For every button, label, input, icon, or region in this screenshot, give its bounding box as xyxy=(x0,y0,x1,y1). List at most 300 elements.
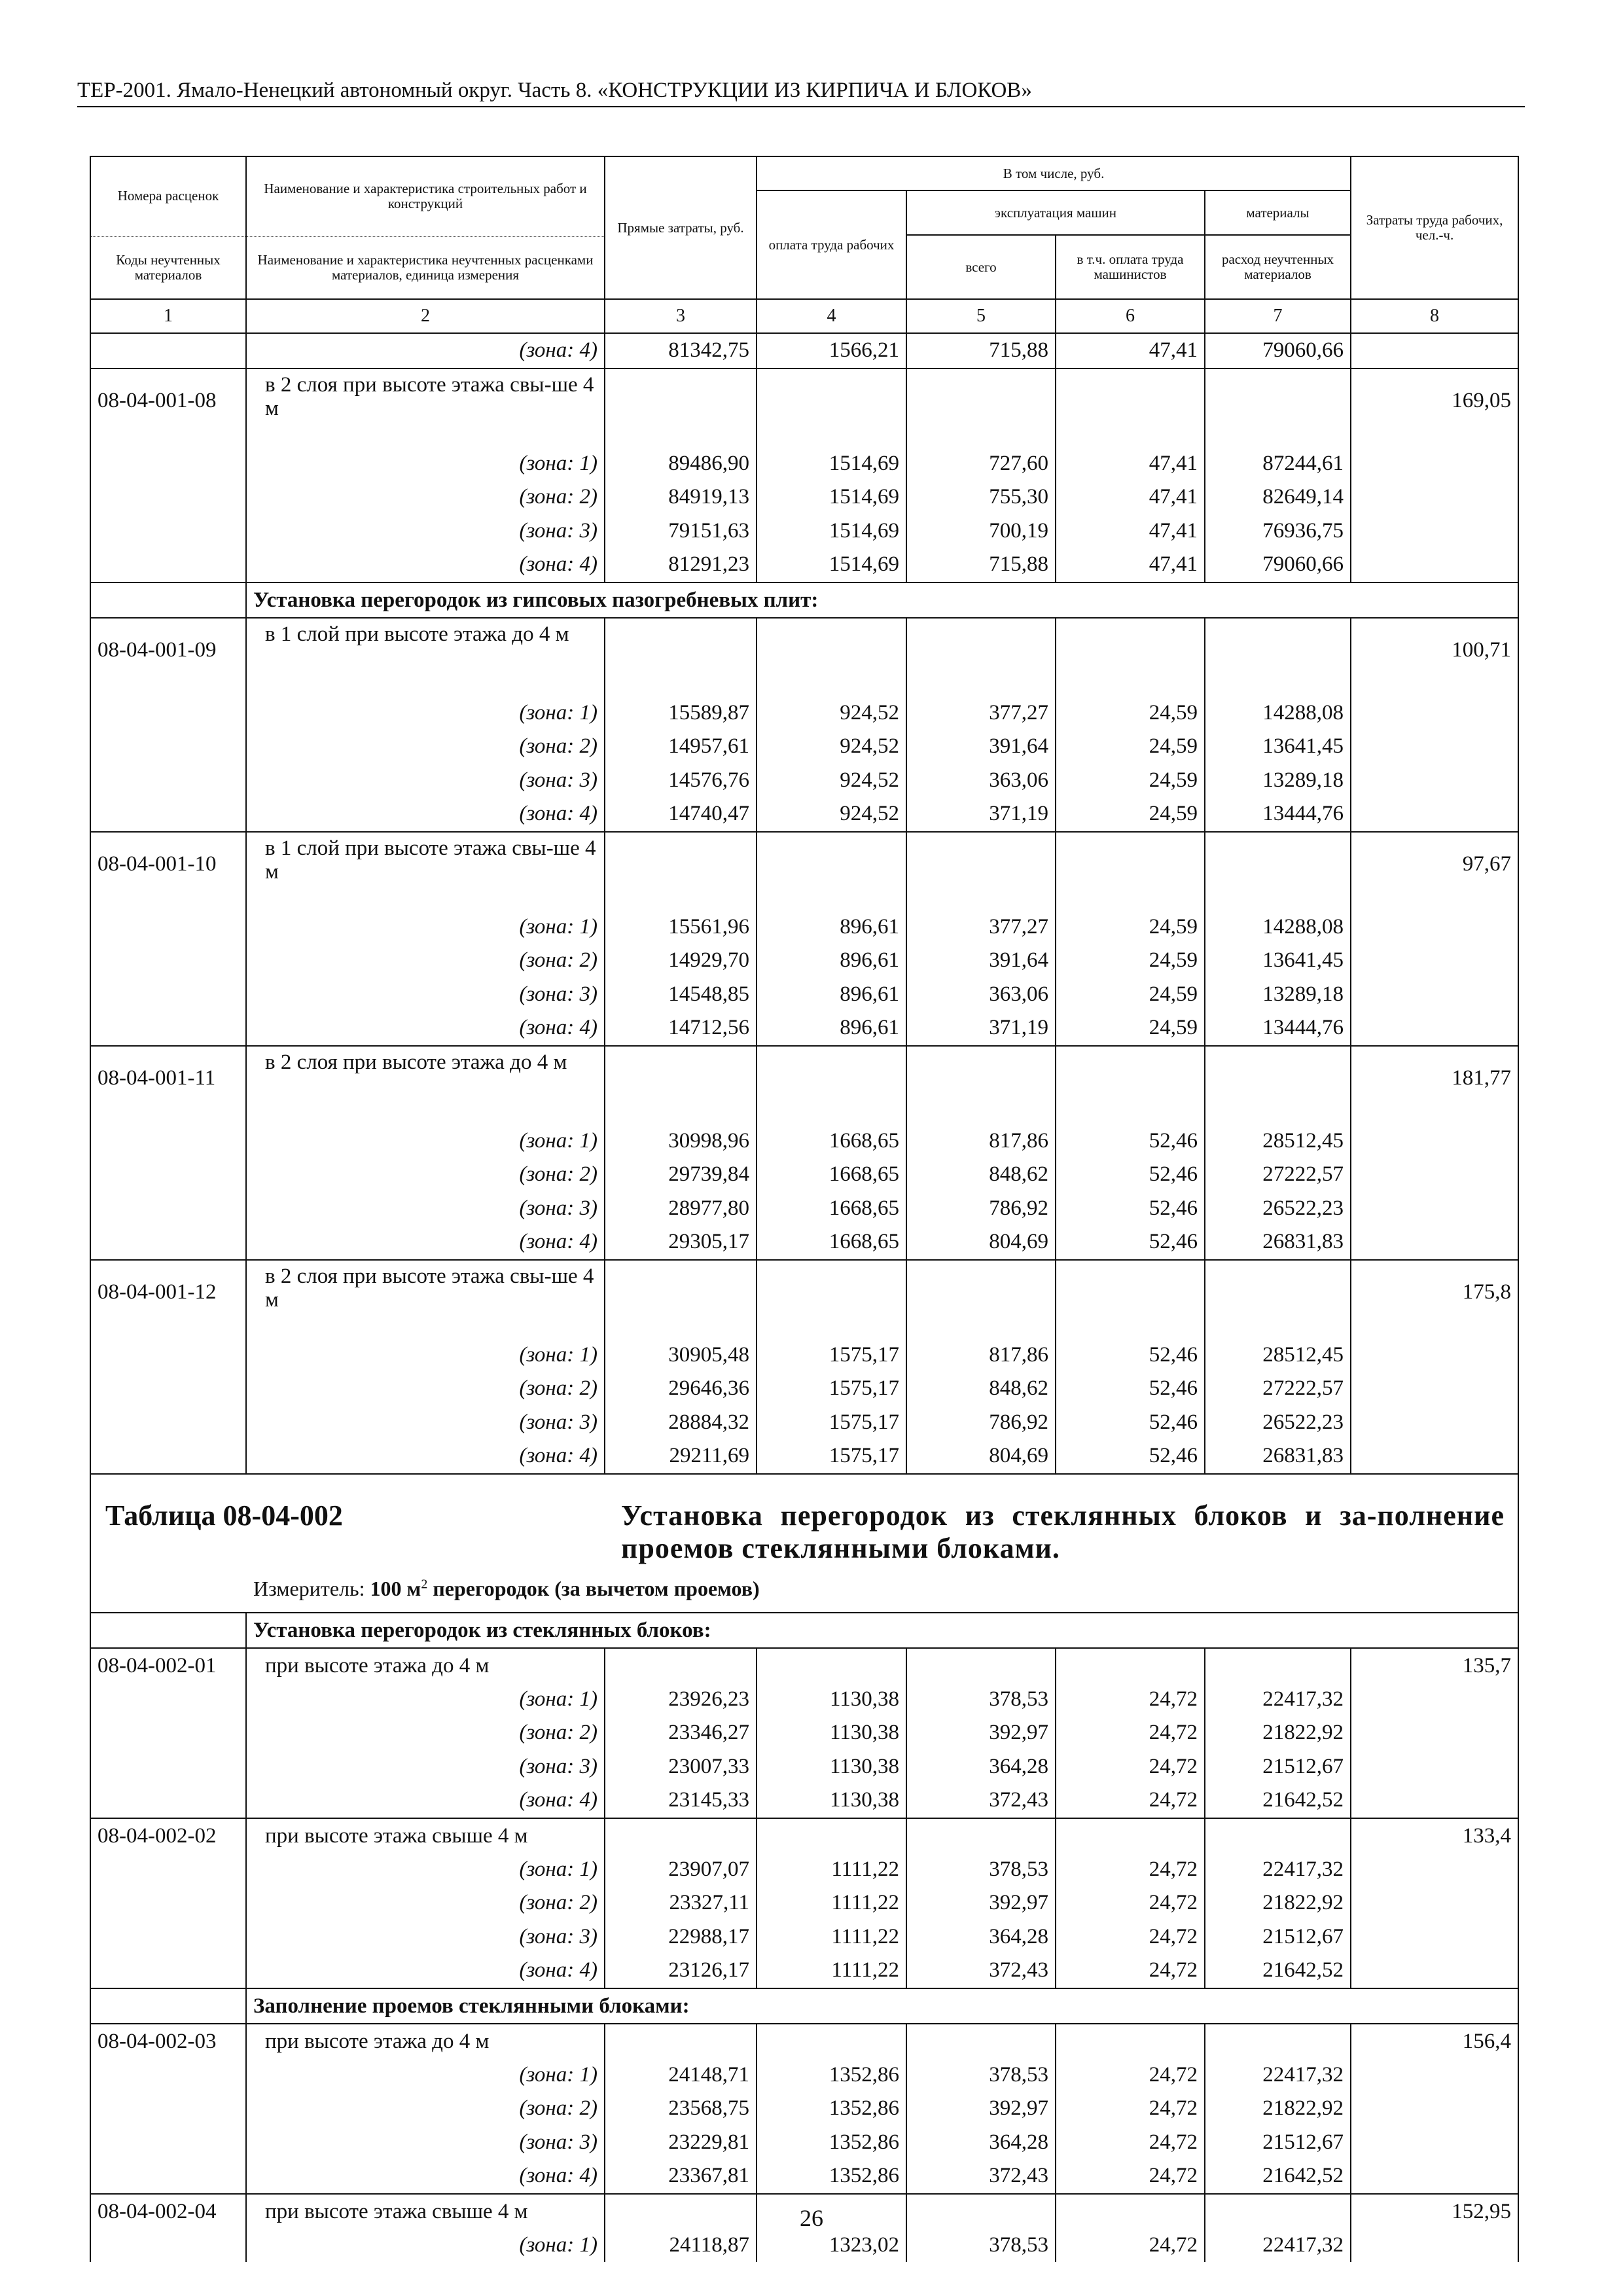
direct-cost: 29739,84 xyxy=(605,1158,757,1192)
direct-cost: 89486,90 xyxy=(605,447,757,481)
rate-row xyxy=(90,832,1518,910)
rate-code: 08-04-001-08 xyxy=(90,368,246,447)
materials: 26831,83 xyxy=(1205,1439,1351,1474)
direct-cost: 23145,33 xyxy=(605,1784,757,1818)
machinist-pay: 24,59 xyxy=(1056,696,1205,730)
machinist-pay: 52,46 xyxy=(1056,1406,1205,1440)
machinist-pay: 24,72 xyxy=(1056,2229,1205,2263)
direct-cost: 23926,23 xyxy=(605,1683,757,1717)
section-row xyxy=(90,1988,1518,2024)
rate-row xyxy=(90,368,1518,447)
machinist-pay: 24,59 xyxy=(1056,910,1205,944)
hdr-col2-top: Наименование и характеристика строительных работ и конструкций xyxy=(246,156,605,235)
machinist-pay: 52,46 xyxy=(1056,1372,1205,1406)
machinist-pay: 52,46 xyxy=(1056,1158,1205,1192)
direct-cost: 14929,70 xyxy=(605,944,757,978)
materials: 27222,57 xyxy=(1205,1158,1351,1192)
materials: 13641,45 xyxy=(1205,730,1351,764)
table-title-row xyxy=(90,1474,1518,1613)
hdr-group: В том числе, руб. xyxy=(757,156,1351,190)
rate-code: 08-04-001-11 xyxy=(90,1046,246,1124)
machines-total: 755,30 xyxy=(906,480,1056,514)
labor-pay: 1514,69 xyxy=(757,548,906,583)
materials: 22417,32 xyxy=(1205,2229,1351,2263)
zone-row xyxy=(90,1716,1518,1750)
page-number: 26 xyxy=(800,2205,823,2231)
zone-row xyxy=(90,480,1518,514)
materials: 13444,76 xyxy=(1205,1011,1351,1046)
labor-pay: 924,52 xyxy=(757,764,906,798)
machinist-pay: 47,41 xyxy=(1056,447,1205,481)
section-title: Установка перегородок из гипсовых пазогребневых плит: xyxy=(246,583,1351,618)
materials: 21822,92 xyxy=(1205,2092,1351,2126)
zone-label: (зона: 2) xyxy=(246,944,605,978)
zone-label: (зона: 4) xyxy=(246,548,605,583)
machines-total: 364,28 xyxy=(906,2126,1056,2160)
header-rule xyxy=(77,106,1525,107)
direct-cost: 81291,23 xyxy=(605,548,757,583)
machines-total: 378,53 xyxy=(906,1683,1056,1717)
zone-row xyxy=(90,447,1518,481)
zone-label: (зона: 4) xyxy=(246,1011,605,1046)
materials: 22417,32 xyxy=(1205,1683,1351,1717)
zone-label: (зона: 3) xyxy=(246,514,605,548)
zone-row xyxy=(90,696,1518,730)
labor-pay: 1111,22 xyxy=(757,1954,906,1988)
direct-cost: 84919,13 xyxy=(605,480,757,514)
zone-row xyxy=(90,1011,1518,1046)
zone-label: (зона: 1) xyxy=(246,1853,605,1887)
hdr-machines: эксплуатация машин xyxy=(906,190,1205,235)
rate-name: при высоте этажа свыше 4 м xyxy=(246,1818,605,1853)
zone-row xyxy=(90,1406,1518,1440)
zone-label: (зона: 2) xyxy=(246,2092,605,2126)
rate-code: 08-04-002-01 xyxy=(90,1648,246,1683)
machines-total: 377,27 xyxy=(906,696,1056,730)
zone-label: (зона: 3) xyxy=(246,978,605,1012)
hdr-col8: Затраты труда рабочих, чел.-ч. xyxy=(1351,156,1518,299)
col-num: 3 xyxy=(605,299,757,333)
materials: 21642,52 xyxy=(1205,2159,1351,2194)
direct-cost: 23346,27 xyxy=(605,1716,757,1750)
materials: 14288,08 xyxy=(1205,696,1351,730)
zone-row xyxy=(90,1158,1518,1192)
zone-row xyxy=(90,1954,1518,1988)
machines-total: 727,60 xyxy=(906,447,1056,481)
table-unit xyxy=(253,1575,760,1602)
machines-total: 372,43 xyxy=(906,1954,1056,1988)
rate-name: в 1 слой при высоте этажа до 4 м xyxy=(246,618,605,696)
machinist-pay: 24,72 xyxy=(1056,2058,1205,2092)
rate-code: 08-04-002-03 xyxy=(90,2024,246,2058)
machinist-pay: 24,72 xyxy=(1056,2126,1205,2160)
hdr-col1-bottom: Коды неучтенных материалов xyxy=(90,236,246,299)
machines-total: 700,19 xyxy=(906,514,1056,548)
zone-label: (зона: 4) xyxy=(246,1954,605,1988)
machinist-pay: 47,41 xyxy=(1056,480,1205,514)
labor-pay: 924,52 xyxy=(757,797,906,832)
materials: 21512,67 xyxy=(1205,1920,1351,1954)
rate-code: 08-04-001-10 xyxy=(90,832,246,910)
hdr-materials: материалы xyxy=(1205,190,1351,235)
machinist-pay: 52,46 xyxy=(1056,1124,1205,1158)
direct-cost: 79151,63 xyxy=(605,514,757,548)
machinist-pay: 24,59 xyxy=(1056,978,1205,1012)
zone-row xyxy=(90,1750,1518,1784)
rate-code: 08-04-002-02 xyxy=(90,1818,246,1853)
labor-hours: 133,4 xyxy=(1351,1818,1518,1853)
labor-pay: 1575,17 xyxy=(757,1406,906,1440)
rate-row xyxy=(90,1260,1518,1338)
labor-pay: 1575,17 xyxy=(757,1372,906,1406)
direct-cost: 28977,80 xyxy=(605,1192,757,1226)
machinist-pay: 47,41 xyxy=(1056,333,1205,368)
direct-cost: 24148,71 xyxy=(605,2058,757,2092)
direct-cost: 23568,75 xyxy=(605,2092,757,2126)
machines-total: 817,86 xyxy=(906,1338,1056,1372)
labor-pay: 1111,22 xyxy=(757,1853,906,1887)
zone-label: (зона: 1) xyxy=(246,696,605,730)
machines-total: 364,28 xyxy=(906,1750,1056,1784)
materials: 13289,18 xyxy=(1205,978,1351,1012)
machines-total: 786,92 xyxy=(906,1192,1056,1226)
direct-cost: 14712,56 xyxy=(605,1011,757,1046)
col-num: 6 xyxy=(1056,299,1205,333)
machines-total: 848,62 xyxy=(906,1158,1056,1192)
zone-row xyxy=(90,1372,1518,1406)
zone-label: (зона: 2) xyxy=(246,480,605,514)
materials: 79060,66 xyxy=(1205,548,1351,583)
zone-row xyxy=(90,1124,1518,1158)
labor-hours: 135,7 xyxy=(1351,1648,1518,1683)
zone-row xyxy=(90,1853,1518,1887)
zone-row xyxy=(90,333,1518,368)
zone-row xyxy=(90,1784,1518,1818)
zone-label: (зона: 4) xyxy=(246,333,605,368)
zone-row xyxy=(90,1192,1518,1226)
labor-pay: 1566,21 xyxy=(757,333,906,368)
materials: 27222,57 xyxy=(1205,1372,1351,1406)
machinist-pay: 24,72 xyxy=(1056,1716,1205,1750)
zone-label: (зона: 1) xyxy=(246,1338,605,1372)
machinist-pay: 24,59 xyxy=(1056,764,1205,798)
machinist-pay: 24,72 xyxy=(1056,2159,1205,2194)
machines-total: 391,64 xyxy=(906,730,1056,764)
labor-hours: 97,67 xyxy=(1351,832,1518,910)
direct-cost: 14740,47 xyxy=(605,797,757,832)
unit-superscript: 2 xyxy=(421,1576,428,1591)
labor-pay: 1668,65 xyxy=(757,1225,906,1260)
rate-name: в 2 слоя при высоте этажа свы-ше 4 м xyxy=(246,368,605,447)
materials: 13641,45 xyxy=(1205,944,1351,978)
zone-row xyxy=(90,1338,1518,1372)
rate-name: при высоте этажа до 4 м xyxy=(246,2024,605,2058)
zone-row xyxy=(90,1439,1518,1474)
machines-total: 804,69 xyxy=(906,1225,1056,1260)
rate-row xyxy=(90,1818,1518,1853)
hdr-col1-top: Номера расценок xyxy=(90,156,246,235)
zone-label: (зона: 2) xyxy=(246,1372,605,1406)
zone-row xyxy=(90,1886,1518,1920)
materials: 21642,52 xyxy=(1205,1954,1351,1988)
labor-pay: 924,52 xyxy=(757,730,906,764)
unit-value: 100 м xyxy=(370,1576,421,1600)
machines-total: 848,62 xyxy=(906,1372,1056,1406)
machinist-pay: 47,41 xyxy=(1056,548,1205,583)
labor-pay: 1352,86 xyxy=(757,2126,906,2160)
direct-cost: 23007,33 xyxy=(605,1750,757,1784)
materials: 13289,18 xyxy=(1205,764,1351,798)
materials: 87244,61 xyxy=(1205,447,1351,481)
zone-row xyxy=(90,2092,1518,2126)
machines-total: 715,88 xyxy=(906,333,1056,368)
labor-pay: 1352,86 xyxy=(757,2058,906,2092)
zone-row xyxy=(90,1683,1518,1717)
machines-total: 363,06 xyxy=(906,978,1056,1012)
labor-hours: 169,05 xyxy=(1351,368,1518,447)
machines-total: 378,53 xyxy=(906,2058,1056,2092)
labor-hours: 152,95 xyxy=(1351,2194,1518,2229)
materials: 22417,32 xyxy=(1205,2058,1351,2092)
labor-pay: 1575,17 xyxy=(757,1338,906,1372)
machinist-pay: 52,46 xyxy=(1056,1439,1205,1474)
rate-row xyxy=(90,618,1518,696)
materials: 26522,23 xyxy=(1205,1406,1351,1440)
machines-total: 378,53 xyxy=(906,2229,1056,2263)
labor-pay: 1514,69 xyxy=(757,447,906,481)
machines-total: 364,28 xyxy=(906,1920,1056,1954)
machinist-pay: 47,41 xyxy=(1056,514,1205,548)
machines-total: 371,19 xyxy=(906,1011,1056,1046)
direct-cost: 23367,81 xyxy=(605,2159,757,2194)
materials: 22417,32 xyxy=(1205,1853,1351,1887)
section-title: Заполнение проемов стеклянными блоками: xyxy=(246,1988,1351,2024)
labor-pay: 1352,86 xyxy=(757,2092,906,2126)
zone-row xyxy=(90,2229,1518,2263)
hdr-col2-bottom: Наименование и характеристика неучтенных расценками материалов, единица измерения xyxy=(246,236,605,299)
zone-row xyxy=(90,548,1518,583)
materials: 21642,52 xyxy=(1205,1784,1351,1818)
machines-total: 817,86 xyxy=(906,1124,1056,1158)
table-number: Таблица 08-04-002 xyxy=(105,1499,343,1532)
labor-hours: 100,71 xyxy=(1351,618,1518,696)
rate-name: при высоте этажа до 4 м xyxy=(246,1648,605,1683)
labor-pay: 1130,38 xyxy=(757,1683,906,1717)
machinist-pay: 52,46 xyxy=(1056,1192,1205,1226)
labor-pay: 1111,22 xyxy=(757,1886,906,1920)
zone-label: (зона: 3) xyxy=(246,1406,605,1440)
col-num: 1 xyxy=(90,299,246,333)
col-num: 2 xyxy=(246,299,605,333)
labor-hours: 156,4 xyxy=(1351,2024,1518,2058)
unit-tail: перегородок (за вычетом проемов) xyxy=(433,1576,760,1600)
machines-total: 372,43 xyxy=(906,2159,1056,2194)
machines-total: 392,97 xyxy=(906,2092,1056,2126)
table-title: Установка перегородок из стеклянных блоков и за-полнение проемов стеклянными блоками. xyxy=(621,1499,1505,1564)
rate-row xyxy=(90,1648,1518,1683)
labor-pay: 1111,22 xyxy=(757,1920,906,1954)
materials: 82649,14 xyxy=(1205,480,1351,514)
machinist-pay: 24,59 xyxy=(1056,1011,1205,1046)
machinist-pay: 52,46 xyxy=(1056,1338,1205,1372)
materials: 76936,75 xyxy=(1205,514,1351,548)
materials: 79060,66 xyxy=(1205,333,1351,368)
labor-pay: 1668,65 xyxy=(757,1124,906,1158)
labor-hours: 181,77 xyxy=(1351,1046,1518,1124)
materials: 28512,45 xyxy=(1205,1124,1351,1158)
rate-name: в 1 слой при высоте этажа свы-ше 4 м xyxy=(246,832,605,910)
labor-pay: 896,61 xyxy=(757,910,906,944)
zone-label: (зона: 1) xyxy=(246,447,605,481)
zone-row xyxy=(90,944,1518,978)
zone-label: (зона: 4) xyxy=(246,1225,605,1260)
labor-pay: 1514,69 xyxy=(757,514,906,548)
zone-row xyxy=(90,2058,1518,2092)
direct-cost: 29646,36 xyxy=(605,1372,757,1406)
machinist-pay: 24,59 xyxy=(1056,797,1205,832)
running-header: ТЕР-2001. Ямало-Ненецкий автономный округ. Часть 8. «КОНСТРУКЦИИ ИЗ КИРПИЧА И БЛОКОВ» xyxy=(77,79,1032,102)
zone-row xyxy=(90,797,1518,832)
direct-cost: 22988,17 xyxy=(605,1920,757,1954)
machinist-pay: 52,46 xyxy=(1056,1225,1205,1260)
materials: 21822,92 xyxy=(1205,1716,1351,1750)
hdr-col5: всего xyxy=(906,235,1056,299)
direct-cost: 15589,87 xyxy=(605,696,757,730)
rate-name: при высоте этажа свыше 4 м xyxy=(246,2194,605,2229)
zone-row xyxy=(90,978,1518,1012)
labor-pay: 924,52 xyxy=(757,696,906,730)
labor-pay: 896,61 xyxy=(757,1011,906,1046)
zone-label: (зона: 3) xyxy=(246,1750,605,1784)
labor-pay: 1668,65 xyxy=(757,1158,906,1192)
section-title: Установка перегородок из стеклянных блоков: xyxy=(246,1613,1351,1648)
zone-row xyxy=(90,764,1518,798)
direct-cost: 81342,75 xyxy=(605,333,757,368)
column-numbers-row xyxy=(90,299,1518,333)
hdr-col6: в т.ч. оплата труда машинистов xyxy=(1056,235,1205,299)
materials: 21822,92 xyxy=(1205,1886,1351,1920)
direct-cost: 15561,96 xyxy=(605,910,757,944)
direct-cost: 23327,11 xyxy=(605,1886,757,1920)
col-num: 4 xyxy=(757,299,906,333)
rate-name: в 2 слоя при высоте этажа свы-ше 4 м xyxy=(246,1260,605,1338)
machines-total: 363,06 xyxy=(906,764,1056,798)
machines-total: 377,27 xyxy=(906,910,1056,944)
direct-cost: 29211,69 xyxy=(605,1439,757,1474)
zone-label: (зона: 2) xyxy=(246,1886,605,1920)
zone-label: (зона: 3) xyxy=(246,764,605,798)
zone-label: (зона: 2) xyxy=(246,1716,605,1750)
machinist-pay: 24,72 xyxy=(1056,1750,1205,1784)
zone-row xyxy=(90,910,1518,944)
zone-label: (зона: 3) xyxy=(246,2126,605,2160)
hdr-col3: Прямые затраты, руб. xyxy=(605,156,757,299)
machinist-pay: 24,72 xyxy=(1056,1920,1205,1954)
zone-label: (зона: 4) xyxy=(246,2159,605,2194)
col-num: 5 xyxy=(906,299,1056,333)
direct-cost: 23229,81 xyxy=(605,2126,757,2160)
zone-row xyxy=(90,2159,1518,2194)
labor-pay: 1575,17 xyxy=(757,1439,906,1474)
unit-label: Измеритель: xyxy=(253,1576,365,1600)
machinist-pay: 24,59 xyxy=(1056,730,1205,764)
zone-row xyxy=(90,1225,1518,1260)
col-num: 7 xyxy=(1205,299,1351,333)
zone-row xyxy=(90,1920,1518,1954)
rate-name: в 2 слоя при высоте этажа до 4 м xyxy=(246,1046,605,1124)
machines-total: 392,97 xyxy=(906,1886,1056,1920)
direct-cost: 23907,07 xyxy=(605,1853,757,1887)
rate-code: 08-04-001-09 xyxy=(90,618,246,696)
zone-label: (зона: 2) xyxy=(246,1158,605,1192)
hdr-col7: расход неучтенных материалов xyxy=(1205,235,1351,299)
zone-row xyxy=(90,2126,1518,2160)
direct-cost: 14957,61 xyxy=(605,730,757,764)
zone-label: (зона: 1) xyxy=(246,2058,605,2092)
section-row xyxy=(90,583,1518,618)
zone-label: (зона: 3) xyxy=(246,1920,605,1954)
direct-cost: 28884,32 xyxy=(605,1406,757,1440)
labor-pay: 1323,02 xyxy=(757,2229,906,2263)
materials: 26522,23 xyxy=(1205,1192,1351,1226)
machinist-pay: 24,72 xyxy=(1056,1954,1205,1988)
machinist-pay: 24,72 xyxy=(1056,2092,1205,2126)
zone-row xyxy=(90,730,1518,764)
labor-pay: 1130,38 xyxy=(757,1750,906,1784)
zone-row xyxy=(90,514,1518,548)
machines-total: 378,53 xyxy=(906,1853,1056,1887)
labor-pay: 1130,38 xyxy=(757,1716,906,1750)
machines-total: 372,43 xyxy=(906,1784,1056,1818)
rate-code: 08-04-002-04 xyxy=(90,2194,246,2229)
materials: 13444,76 xyxy=(1205,797,1351,832)
zone-label: (зона: 1) xyxy=(246,2229,605,2263)
materials: 14288,08 xyxy=(1205,910,1351,944)
zone-label: (зона: 1) xyxy=(246,910,605,944)
rate-code: 08-04-001-12 xyxy=(90,1260,246,1338)
machinist-pay: 24,72 xyxy=(1056,1886,1205,1920)
col-num: 8 xyxy=(1351,299,1518,333)
section-row xyxy=(90,1613,1518,1648)
zone-label: (зона: 1) xyxy=(246,1124,605,1158)
hdr-col4: оплата труда рабочих xyxy=(757,190,906,299)
zone-label: (зона: 4) xyxy=(246,1784,605,1818)
direct-cost: 24118,87 xyxy=(605,2229,757,2263)
materials: 26831,83 xyxy=(1205,1225,1351,1260)
rate-row xyxy=(90,2024,1518,2058)
machines-total: 786,92 xyxy=(906,1406,1056,1440)
machines-total: 804,69 xyxy=(906,1439,1056,1474)
machinist-pay: 24,72 xyxy=(1056,1784,1205,1818)
machinist-pay: 24,59 xyxy=(1056,944,1205,978)
zone-label: (зона: 1) xyxy=(246,1683,605,1717)
direct-cost: 14548,85 xyxy=(605,978,757,1012)
direct-cost: 14576,76 xyxy=(605,764,757,798)
machines-total: 371,19 xyxy=(906,797,1056,832)
machines-total: 715,88 xyxy=(906,548,1056,583)
rate-row xyxy=(90,1046,1518,1124)
rates-table xyxy=(90,156,1519,2262)
machines-total: 392,97 xyxy=(906,1716,1056,1750)
materials: 28512,45 xyxy=(1205,1338,1351,1372)
zone-label: (зона: 4) xyxy=(246,1439,605,1474)
direct-cost: 29305,17 xyxy=(605,1225,757,1260)
zone-label: (зона: 2) xyxy=(246,730,605,764)
materials: 21512,67 xyxy=(1205,1750,1351,1784)
labor-pay: 1130,38 xyxy=(757,1784,906,1818)
machines-total: 391,64 xyxy=(906,944,1056,978)
machinist-pay: 24,72 xyxy=(1056,1683,1205,1717)
